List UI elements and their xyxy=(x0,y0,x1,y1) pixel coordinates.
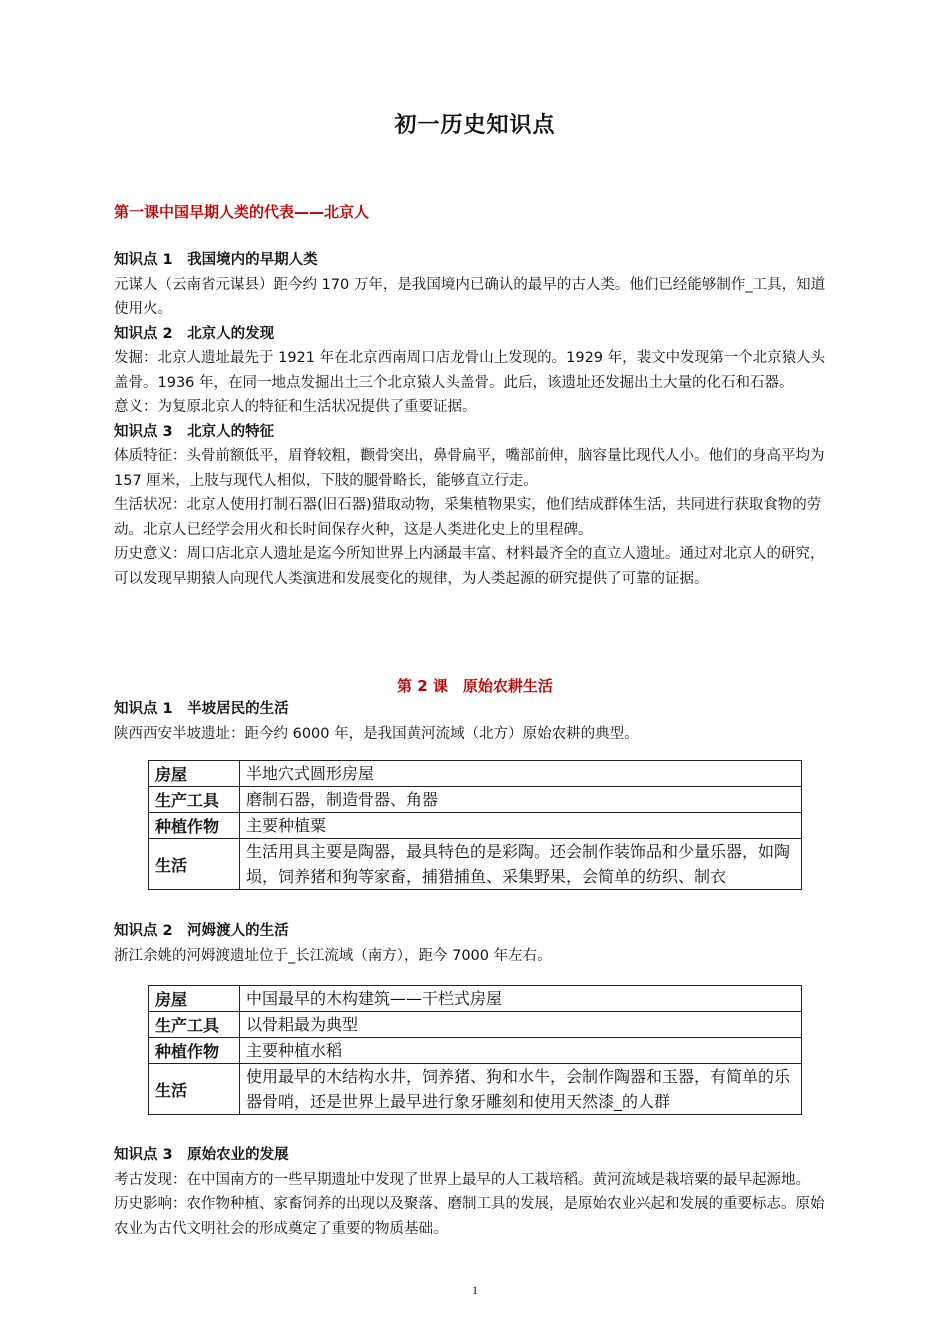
table-value: 以骨耜最为典型 xyxy=(240,1012,802,1038)
table-value: 中国最早的木构建筑——干栏式房屋 xyxy=(240,986,802,1012)
kp-title: 知识点 2 北京人的发现 xyxy=(114,325,275,342)
table-value: 生活用具主要是陶器，最具特色的是彩陶。还会制作装饰品和少量乐器，如陶埙，饲养猪和狗等家畜，捕猎捕鱼、采集野果，会简单的纺织、制衣 xyxy=(240,839,802,890)
table-row xyxy=(149,787,802,813)
table-row xyxy=(149,839,802,890)
table-row xyxy=(149,813,802,839)
page-number: 1 xyxy=(472,1283,478,1297)
table-row xyxy=(149,761,802,787)
kp-text: 生活状况：北京人使用打制石器(旧石器)猎取动物，采集植物果实，他们结成群体生活，共同进行获取食物的劳动。北京人已经学会用火和长时间保存火种，这是人类进化史上的里程碑。 xyxy=(114,497,822,538)
table-row xyxy=(149,1012,802,1038)
table-key: 生活 xyxy=(149,839,240,890)
kp-title: 知识点 3 原始农业的发展 xyxy=(114,1147,289,1163)
lesson1-heading: 第一课中国早期人类的代表——北京人 xyxy=(114,203,370,221)
table-row xyxy=(149,1038,802,1064)
kp-title: 知识点 1 半坡居民的生活 xyxy=(114,701,289,717)
table-key: 种植作物 xyxy=(149,813,240,839)
page-title: 初一历史知识点 xyxy=(394,113,556,138)
kp-text: 考古发现：在中国南方的一些早期遗址中发现了世界上最早的人工栽培稻。黄河流域是栽培粟的最早起源地。 xyxy=(114,1171,810,1188)
kp-title: 知识点 1 我国境内的早期人类 xyxy=(114,252,318,268)
table-key: 生产工具 xyxy=(149,787,240,813)
table-key: 种植作物 xyxy=(149,1038,240,1064)
lesson2-kp3 xyxy=(114,1143,838,1241)
table-value: 主要种植水稻 xyxy=(240,1038,802,1064)
table-row xyxy=(149,986,802,1012)
hemudu-table xyxy=(148,985,802,1115)
kp-title: 知识点 3 北京人的特征 xyxy=(114,423,275,440)
table-key: 生产工具 xyxy=(149,1012,240,1038)
table-value: 半地穴式圆形房屋 xyxy=(240,761,802,787)
kp-text: 历史意义：周口店北京人遗址是迄今所知世界上内涵最丰富、材料最齐全的直立人遗址。通过对北京人的研究，可以发现早期猿人向现代人类演进和发展变化的规律，为人类起源的研究提供了可靠的证据。 xyxy=(114,546,825,587)
lesson2-kp2 xyxy=(114,919,838,968)
kp-title: 知识点 2 河姆渡人的生活 xyxy=(114,923,289,939)
table-key: 房屋 xyxy=(149,986,240,1012)
table-value: 主要种植粟 xyxy=(240,813,802,839)
kp-text: 意义：为复原北京人的特征和生活状况提供了重要证据。 xyxy=(114,399,477,415)
kp-text: 陕西西安半坡遗址：距今约 6000 年，是我国黄河流域（北方）原始农耕的典型。 xyxy=(114,725,639,742)
kp-text: 体质特征：头骨前额低平，眉脊较粗，颧骨突出，鼻骨扁平，嘴部前伸，脑容量比现代人小。他们的身高平均为 157 厘米，上肢与现代人相似，下肢的腿骨略长，能够直立行走。 xyxy=(114,448,825,489)
table-value: 磨制石器，制造骨器、角器 xyxy=(240,787,802,813)
lesson2-kp1 xyxy=(114,697,838,746)
kp-text: 历史影响：农作物种植、家畜饲养的出现以及聚落、磨制工具的发展，是原始农业兴起和发展的重要标志。原始农业为古代文明社会的形成奠定了重要的物质基础。 xyxy=(114,1196,825,1237)
table-key: 生活 xyxy=(149,1064,240,1115)
table-key: 房屋 xyxy=(149,761,240,787)
table-value: 使用最早的木结构水井，饲养猪、狗和水牛，会制作陶器和玉器，有简单的乐器骨哨，还是世界上最早进行象牙雕刻和使用天然漆_的人群 xyxy=(240,1064,802,1115)
table-row xyxy=(149,1064,802,1115)
banpo-table xyxy=(148,760,802,890)
kp-text: 浙江余姚的河姆渡遗址位于_长江流域（南方），距今 7000 年左右。 xyxy=(114,947,552,964)
lesson1-content xyxy=(114,248,838,591)
kp-text: 发掘：北京人遗址最先于 1921 年在北京西南周口店龙骨山上发现的。1929 年，裴文中发现第一个北京猿人头盖骨。1936 年，在同一地点发掘出土三个北京猿人头盖骨。此后，该遗址还发掘出土大量的化石和石器。 xyxy=(114,350,826,391)
kp-text: 元谋人（云南省元谋县）距今约 170 万年，是我国境内已确认的最早的古人类。他们已经能够制作_工具，知道使用火。 xyxy=(114,276,826,317)
lesson2-heading: 第 2 课 原始农耕生活 xyxy=(397,677,553,695)
